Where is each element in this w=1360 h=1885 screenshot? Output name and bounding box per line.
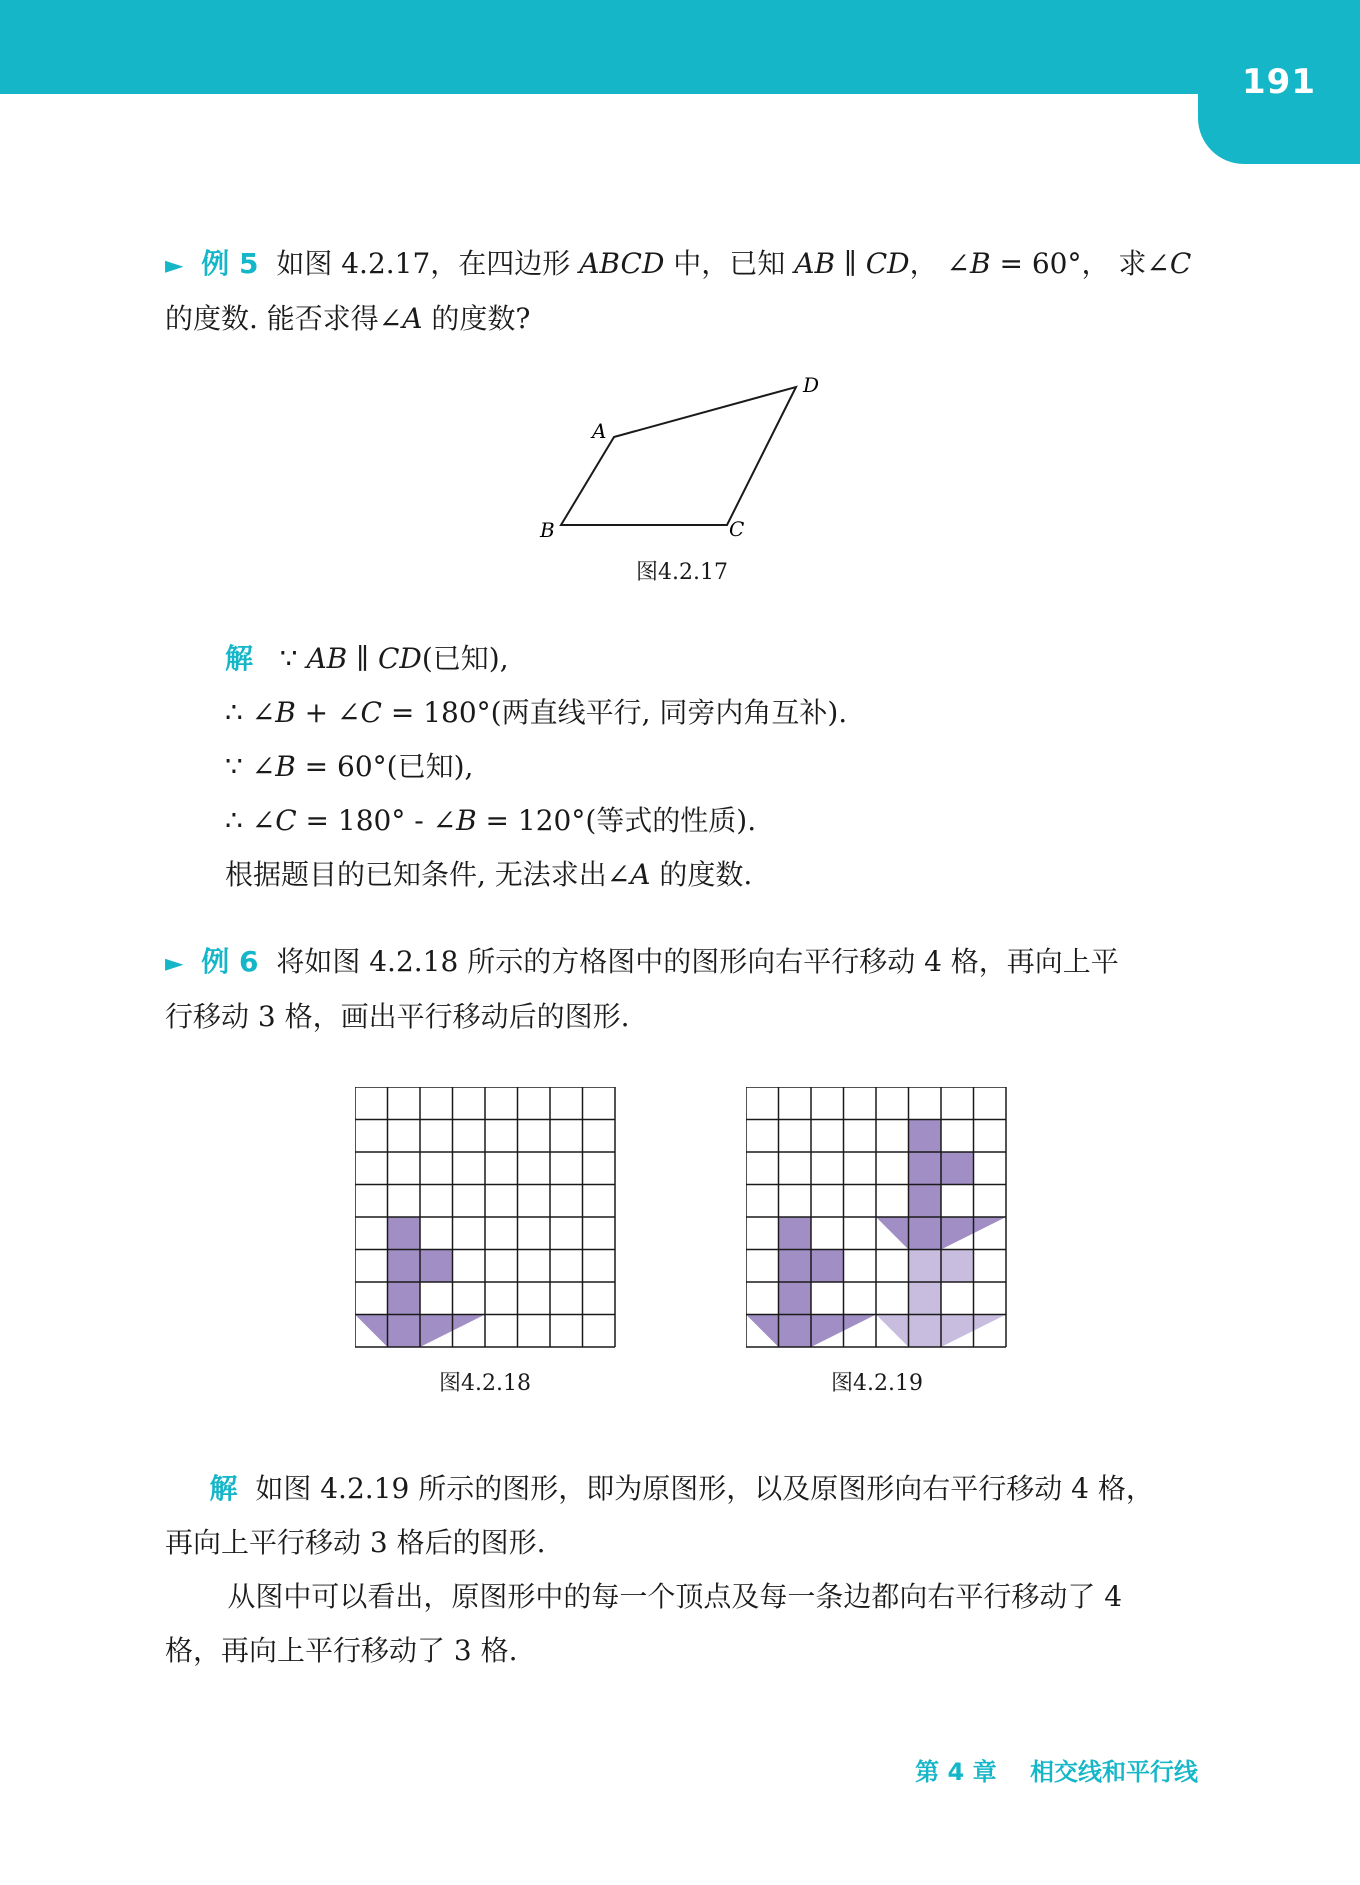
figure-4-2-19	[746, 1087, 1008, 1349]
triangle-marker-icon: ►	[165, 251, 184, 279]
example-6-solution: 解 如图 4.2.19 所示的图形，即为原图形，以及原图形向右平行移动 4 格， 再向上平行移动 3 格后的图形. 从图中可以看出，原图形中的每一个顶点及每一条边都向右平行移动了 4 格，再向上平行移动了 3 格.	[165, 1472, 1154, 1667]
header-bar	[0, 0, 1360, 94]
triangle-marker-icon: ►	[165, 949, 184, 977]
solution-5-label: 解	[225, 642, 254, 675]
solution-6-label: 解	[209, 1472, 238, 1505]
chapter-number: 第 4 章	[915, 1758, 997, 1786]
vertex-label-b: B	[540, 518, 555, 542]
example-5-question: ► 例 5 如图 4.2.17，在四边形 ABCD 中，已知 AB ∥ CD， ∠B = 60°， 求∠C 的度数. 能否求得∠A 的度数?	[165, 247, 1192, 335]
figure-4-2-18-caption: 图4.2.18	[439, 1371, 531, 1396]
page-number: 191	[1242, 62, 1316, 102]
figure-4-2-19-caption: 图4.2.19	[831, 1371, 923, 1396]
chapter-footer	[915, 1752, 1198, 1787]
figure-4-2-18	[355, 1087, 617, 1349]
quadrilateral-abcd	[561, 387, 796, 525]
example-5-label: 例 5	[201, 247, 259, 280]
vertex-label-c: C	[729, 517, 745, 541]
vertex-label-d: D	[803, 373, 820, 397]
example-6-question: ► 例 6 将如图 4.2.18 所示的方格图中的图形向右平行移动 4 格，再向上平 行移动 3 格，画出平行移动后的图形.	[165, 945, 1119, 1033]
figure-4-2-17-caption: 图4.2.17	[636, 560, 728, 585]
figure-4-2-17	[520, 370, 840, 550]
example-6-label: 例 6	[201, 945, 259, 978]
vertex-label-a: A	[592, 419, 607, 443]
example-5-solution: 解 ∵ AB ∥ CD(已知), ∴ ∠B + ∠C = 180°(两直线平行, 同旁内角互补). ∵ ∠B = 60°(已知), ∴ ∠C = 180° - ∠B = 120°(等式的性质). 根据题目的已知条件, 无法求出∠A 的度数.	[225, 642, 848, 891]
chapter-title: 相交线和平行线	[1030, 1758, 1198, 1786]
